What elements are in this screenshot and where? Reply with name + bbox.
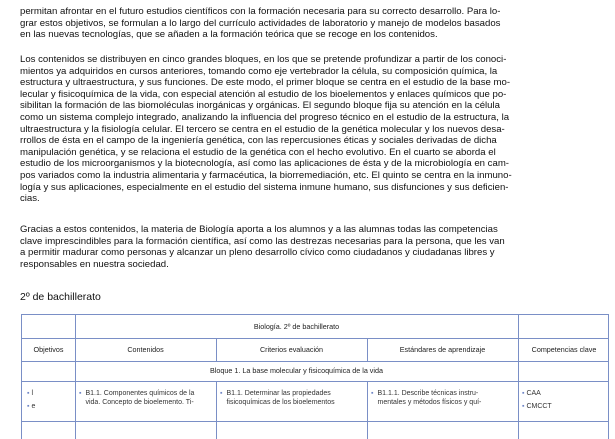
intro-paragraph: permitan afrontar en el futuro estudios científicos con la formación necesaria para su correcto desarrollo. Para lo- grar estos objetivos, se formulan a lo largo del currículo actividades de laboratorio y manejo de modelos basados en las nuevas tecnologías, que se añaden a la formación teórica que se recoge en los contenidos. [20,6,501,41]
competences-paragraph: Gracias a estos contenidos, la materia de Biología aporta a los alumnos y a las alumnas todas las competencias clave imprescindibles para la formación científica, así como las destrezas necesarias para la persona, que les van a permitir madurar como personas y alcanzar un pleno desarrollo cívico como ciudadanos y ciudadanas libres y responsables en nuestra sociedad. [20,224,505,270]
criterios-cell [220,389,364,407]
bullet-icon: ▪ [522,403,525,410]
estandares-cell [371,389,515,407]
bullet-icon: ▪ [79,390,82,397]
header-objetivos: Objetivos [33,345,64,354]
competencia-item: CAA [526,390,541,397]
competencias-cell [522,389,608,411]
bullet-icon: ▪ [27,390,30,397]
objetivo-item: l [31,390,33,397]
header-competencias: Competencias clave [531,345,597,354]
curriculum-table [21,314,609,439]
contenidos-text: B1.1. Componentes químicos de la vida. Concepto de bioelemento. Ti- [85,390,195,406]
competencia-item: CMCCT [526,403,552,410]
section-heading: 2º de bachillerato [20,291,101,303]
contenidos-cell [79,389,213,407]
table-caption: Biología. 2º de bachillerato [253,322,340,331]
header-contenidos: Contenidos [127,345,164,354]
bullet-icon: ▪ [27,403,30,410]
objetivo-item: e [31,403,36,410]
bullet-icon: ▪ [522,390,525,397]
bullet-icon: ▪ [220,390,223,397]
header-criterios: Criterios evaluación [259,345,324,354]
contents-paragraph: Los contenidos se distribuyen en cinco grandes bloques, en los que se pretende profundizar a partir de los conoci- mientos ya adquiridos en cursos anteriores, tomando como eje vertebrador la célula, su composición química, la estructura y ultraestructura, y sus funciones. De este modo, el primer bloque se centra en el estudio de la base mo- lecular y fisicoquímica de la vida, con especial atención al estudio de los bioelementos y enlaces químicos que po- sibilitan la formación de las biomoléculas inorgánicas y orgánicas. El segundo bloque fija su atención en la célula como un sistema complejo integrado, analizando la influencia del progreso técnico en el estudio de la estructura, la ultraestructura y la fisiología celular. El tercero se centra en el estudio de la genética molecular y los nuevos desa- rrollos de ésta en el campo de la ingeniería genética, con las repercusiones éticas y sociales derivadas de dicha manipulación genética, y se relaciona el estudio de la genética con el hecho evolutivo. En el cuarto se aborda el estudio de los microorganismos y la biotecnología, así como las aplicaciones de ésta y de la microbiología en cam- pos variados como la industria alimentaria y farmacéutica, la biorremediación, etc. El quinto se centra en la inmuno- logía y sus aplicaciones, especialmente en el estudio del sistema inmune humano, sus disfunciones y sus deficien- cias. [20,54,512,205]
header-estandares: Estándares de aprendizaje [399,345,486,354]
criterios-text: B1.1. Determinar las propiedades fisicoquímicas de los bioelementos [226,390,335,406]
block-title: Bloque 1. La base molecular y fisicoquímica de la vida [210,366,383,375]
estandares-text: B1.1.1. Describe técnicas instru- mentales y métodos físicos y quí- [377,390,482,406]
objetivos-cell [27,389,71,411]
bullet-icon: ▪ [371,390,374,397]
